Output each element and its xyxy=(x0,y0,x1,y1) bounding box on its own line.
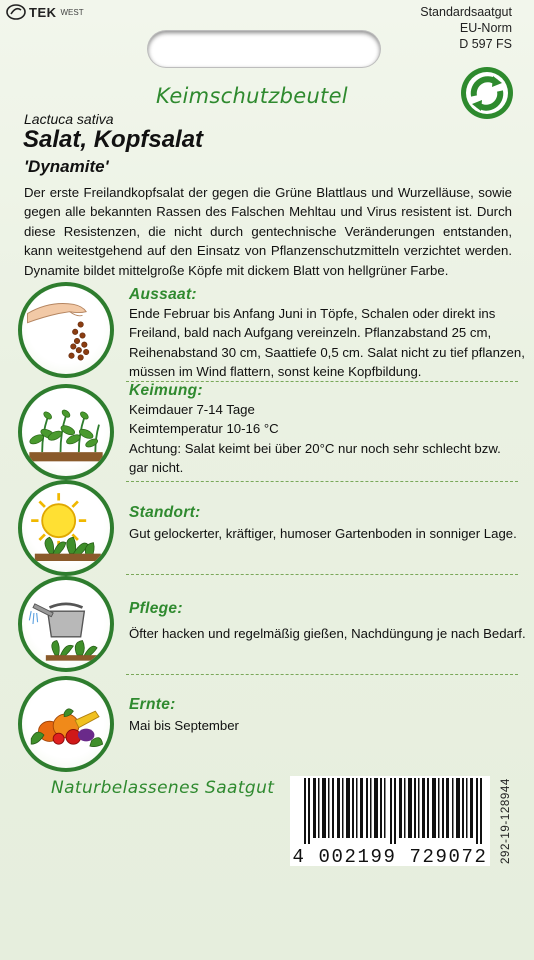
sowing-icon xyxy=(18,282,114,378)
germination-text xyxy=(129,400,517,478)
natural-seed-label: Naturbelassenes Saatgut xyxy=(51,778,275,798)
logo-mark-icon xyxy=(6,4,26,20)
text-line: Öfter hacken und regelmäßig gießen, Nachdüngung je nach Bedarf. xyxy=(129,626,526,641)
barcode-number: 4 002199 729072 xyxy=(292,846,488,868)
text-line: Ende Februar bis Anfang Juni in Töpfe, Schalen oder direkt ins xyxy=(129,306,496,321)
harvest-text xyxy=(129,716,517,735)
standard-line: Standardsaatgut xyxy=(420,5,512,19)
sowing-text xyxy=(129,304,525,382)
care-text xyxy=(129,624,526,643)
standard-code: D 597 FS xyxy=(459,37,512,51)
section-divider xyxy=(126,481,518,482)
sowing-heading: Aussaat: xyxy=(129,286,197,303)
variety-name: 'Dynamite' xyxy=(24,157,109,176)
recycle-icon xyxy=(460,66,514,120)
germination-heading: Keimung: xyxy=(129,382,203,399)
germination-icon xyxy=(18,384,114,480)
section-divider xyxy=(126,674,518,675)
text-line: Mai bis September xyxy=(129,718,239,733)
text-line: Keimdauer 7-14 Tage xyxy=(129,402,255,417)
care-icon xyxy=(18,576,114,672)
tek-logo xyxy=(6,4,84,20)
text-line: Achtung: Salat keimt bei über 20°C nur noch sehr schlecht bzw. xyxy=(129,440,501,456)
section-divider xyxy=(126,574,518,575)
standard-norm: EU-Norm xyxy=(459,21,512,35)
barcode xyxy=(290,776,490,866)
location-heading: Standort: xyxy=(129,504,201,521)
care-heading: Pflege: xyxy=(129,600,183,617)
location-text xyxy=(129,524,517,543)
text-line: gar nicht. xyxy=(129,460,184,476)
brand-name: TEK xyxy=(29,4,57,20)
harvest-heading: Ernte: xyxy=(129,696,176,713)
latin-name: Lactuca sativa xyxy=(24,111,114,127)
side-code: 292-19-128944 xyxy=(500,778,512,864)
text-line: Freiland, bald nach Aufgang vereinzeln. Pflanzabstand 25 cm, xyxy=(129,325,492,341)
keimschutz-label: Keimschutzbeutel xyxy=(156,84,348,108)
standard-info xyxy=(420,4,512,52)
hanger-hole xyxy=(148,31,380,67)
text-line: müssen im Wind flattern, sonst keine Kopfbildung. xyxy=(129,364,422,380)
text-line: Keimtemperatur 10-16 °C xyxy=(129,421,279,437)
location-icon xyxy=(18,480,114,576)
text-line: Gut gelockerter, kräftiger, humoser Gartenboden in sonniger Lage. xyxy=(129,526,517,541)
harvest-icon xyxy=(18,676,114,772)
product-title: Salat, Kopfsalat xyxy=(23,126,204,153)
barcode-bars xyxy=(304,778,484,844)
brand-sub: WEST xyxy=(60,7,84,17)
description: Der erste Freilandkopfsalat der gegen die Grüne Blattlaus und Wurzelläuse, sowie gegen alle bekannten Rassen des Falschen Mehltau und Virus resistent ist. Durch diese Resistenzen, die nicht durch gentechnische Veränderungen entstanden, kann weitestgehend auf den Einsatz von Pflanzenschutzmitteln verzichtet werden. Dynamite bildet mittelgroße Köpfe mit dickem Blatt von hellgrüner Farbe. xyxy=(24,185,512,278)
text-line: Reihenabstand 30 cm, Saattiefe 0,5 cm. Salat nicht zu tief pflanzen, xyxy=(129,344,525,360)
